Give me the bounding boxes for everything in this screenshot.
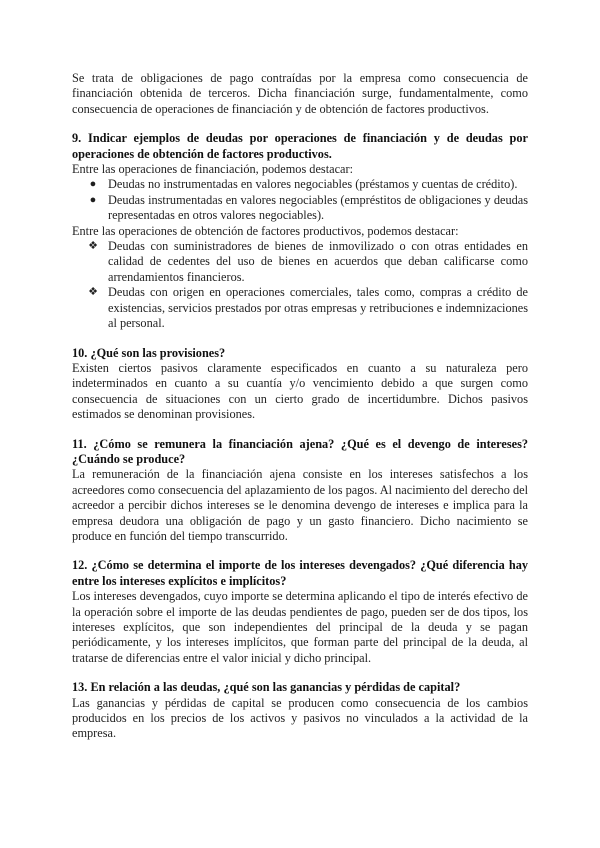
q10-answer: Existen ciertos pasivos claramente especificados en cuanto a su naturaleza pero indeterminados en cuanto a su cuantía y/o vencimiento debido a que surgen como consecuencia de situaciones con un cierto grado de incertidumbre. Dichos pasivos estimados se denominan provisiones. <box>72 360 528 422</box>
q9-factores-list <box>72 239 528 331</box>
diamond-bullet-icon: ❖ <box>88 240 98 253</box>
question-12-heading: 12. ¿Cómo se determina el importe de los intereses devengados? ¿Qué diferencia hay entre los intereses explícitos e implícitos? <box>72 558 528 588</box>
q9-financiacion-list <box>72 177 528 223</box>
list-item: ● Deudas no instrumentadas en valores negociables (préstamos y cuentas de crédito). <box>72 177 528 192</box>
q9-lead-factores: Entre las operaciones de obtención de factores productivos, podemos destacar: <box>72 223 459 238</box>
question-13-heading: 13. En relación a las deudas, ¿qué son las ganancias y pérdidas de capital? <box>72 680 461 695</box>
q11-answer: La remuneración de la financiación ajena consiste en los intereses satisfechos a los acreedores como consecuencia del aplazamiento de los pagos. Al nacimiento del derecho del acreedor a percibir dichos intereses se le denomina devengo de intereses e implica para la empresa deudora una obligación de pago y un gasto financiero. Dicho nacimiento se produce en función del tiempo transcurrido. <box>72 467 528 543</box>
bullet-icon: ● <box>89 193 97 206</box>
q12-answer: Los intereses devengados, cuyo importe se determina aplicando el tipo de interés efectivo de la operación sobre el importe de las deudas pendientes de pago, pueden ser de dos tipos, los intereses explícitos, que son independientes del principal de la deuda y se pagan periódicamente, y los intereses implícitos, que forman parte del principal de la deuda, al tratarse de diferencias entre el valor inicial y dicho principal. <box>72 589 528 665</box>
bullet-icon: ● <box>89 178 97 191</box>
list-item: ❖ Deudas con origen en operaciones comerciales, tales como, compras a crédito de existencias, servicios prestados por otras empresas y retribuciones e indemnizaciones al personal. <box>72 285 528 331</box>
question-9-heading: 9. Indicar ejemplos de deudas por operaciones de financiación y de deudas por operaciones de obtención de factores productivos. <box>72 131 528 161</box>
list-item: ❖ Deudas con suministradores de bienes de inmovilizado o con otras entidades en calidad de cedentes del uso de bienes en acuerdos que deban calificarse como arrendamientos financieros. <box>72 239 528 285</box>
q13-answer: Las ganancias y pérdidas de capital se producen como consecuencia de los cambios producidos en los precios de los activos y pasivos no vinculados a la actividad de la empresa. <box>72 695 528 741</box>
list-item: ● Deudas instrumentadas en valores negociables (empréstitos de obligaciones y deudas representadas en otros valores negociables). <box>72 193 528 224</box>
intro-paragraph: Se trata de obligaciones de pago contraídas por la empresa como consecuencia de financiación obtenida de terceros. Dicha financiación surge, fundamentalmente, como consecuencia de operaciones de financiación y de obtención de factores productivos. <box>72 71 528 116</box>
q9-lead-financiacion: Entre las operaciones de financiación, podemos destacar: <box>72 162 354 177</box>
diamond-bullet-icon: ❖ <box>88 286 98 299</box>
question-10-heading: 10. ¿Qué son las provisiones? <box>72 345 226 360</box>
document-page <box>72 71 528 742</box>
question-11-heading: 11. ¿Cómo se remunera la financiación ajena? ¿Qué es el devengo de intereses? ¿Cuándo se produce? <box>72 436 528 466</box>
